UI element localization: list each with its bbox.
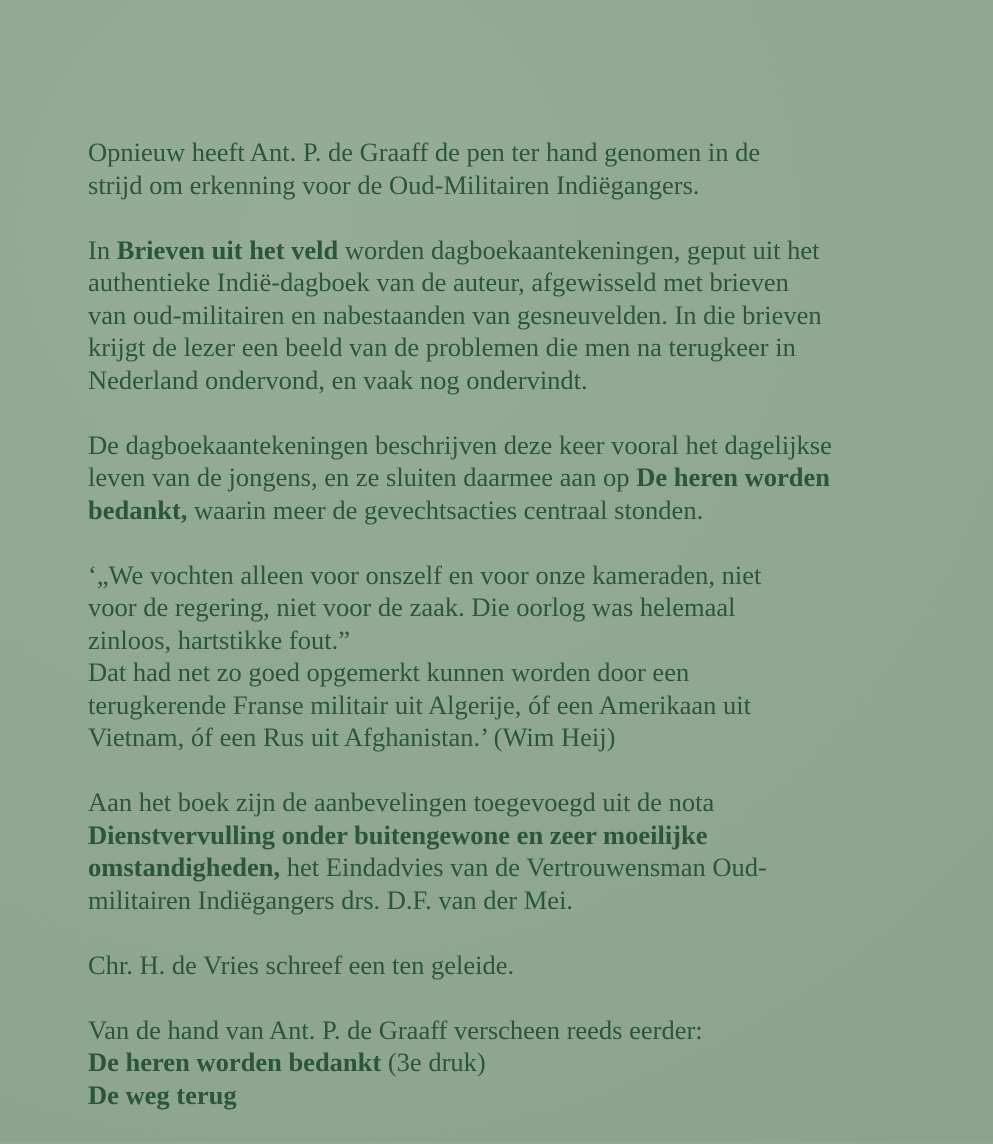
paragraph: [88, 429, 832, 527]
text-line: [88, 169, 832, 202]
text-line: [88, 461, 832, 494]
book-title-bold: Dienstvervulling onder buitengewone en zeer moeilijke: [88, 819, 708, 850]
text-line: [88, 689, 832, 722]
text-line: [88, 656, 832, 689]
text-line: [88, 1046, 832, 1079]
paragraph: [88, 234, 832, 397]
text-line: [88, 559, 832, 592]
paragraph: [88, 1014, 832, 1112]
text-segment: Vietnam, óf een Rus uit Afghanistan.’ (Wim Heij): [88, 722, 616, 752]
text-segment: authentieke Indië-dagboek van de auteur, afgewisseld met brieven: [88, 267, 789, 297]
text-segment: leven van de jongens, en ze sluiten daarmee aan op: [88, 462, 637, 492]
text-segment: krijgt de lezer een beeld van de problemen die men na terugkeer in: [88, 332, 796, 362]
text-segment: waarin meer de gevechtsacties centraal stonden.: [187, 494, 704, 525]
text-segment: Opnieuw heeft Ant. P. de Graaff de pen ter hand genomen in de: [88, 137, 761, 167]
book-title-bold: De weg terug: [88, 1079, 237, 1110]
text-line: [88, 331, 832, 364]
text-line: [88, 884, 832, 917]
text-segment: ‘„We vochten alleen voor onszelf en voor onze kameraden, niet: [88, 559, 762, 590]
book-title-bold: De heren worden: [636, 462, 831, 492]
book-title-bold: De heren worden bedankt: [88, 1047, 382, 1077]
text-line: [88, 786, 832, 819]
text-segment: voor de regering, niet voor de zaak. Die oorlog was helemaal: [88, 592, 736, 622]
text-line: [88, 1079, 832, 1112]
text-segment: De dagboekaantekeningen beschrijven deze keer vooral het dagelijkse: [88, 429, 832, 460]
text-segment: In: [88, 234, 117, 265]
text-segment: zinloos, hartstikke fout.”: [88, 624, 350, 655]
book-title-bold: omstandigheden,: [88, 852, 281, 882]
text-line: [88, 266, 832, 299]
text-line: [88, 949, 832, 982]
text-line: [88, 851, 832, 884]
text-segment: van oud-militairen en nabestaanden van gesneuvelden. In die brieven: [88, 299, 822, 330]
text-line: [88, 819, 832, 852]
text-line: [88, 234, 832, 267]
text-segment: militairen Indiëgangers drs. D.F. van der Mei.: [88, 884, 574, 915]
text-segment: Nederland ondervond, en vaak nog ondervindt.: [88, 364, 588, 395]
text-segment: Aan het boek zijn de aanbevelingen toegevoegd uit de nota: [88, 787, 715, 817]
text-line: [88, 364, 832, 397]
text-line: [88, 299, 832, 332]
book-title-bold: Brieven uit het veld: [116, 234, 339, 265]
text-line: [88, 429, 832, 462]
text-segment: Chr. H. de Vries schreef een ten geleide.: [88, 949, 515, 980]
paragraph: [88, 559, 832, 754]
text-segment: Dat had net zo goed opgemerkt kunnen worden door een: [88, 657, 690, 687]
paragraph: [88, 786, 832, 916]
text-segment: strijd om erkenning voor de Oud-Militairen Indiëgangers.: [88, 169, 700, 200]
text-segment: het Eindadvies van de Vertrouwensman Oud-: [280, 852, 767, 882]
paragraph: [88, 949, 832, 982]
text-line: [88, 494, 832, 527]
text-segment: terugkerende Franse militair uit Algerije, óf een Amerikaan uit: [88, 689, 752, 720]
text-line: [88, 1014, 832, 1047]
text-segment: Van de hand van Ant. P. de Graaff verscheen reeds eerder:: [88, 1014, 703, 1045]
text-segment: (3e druk): [381, 1047, 486, 1077]
back-cover-text: [88, 136, 832, 1144]
text-segment: worden dagboekaantekeningen, geput uit het: [338, 234, 820, 265]
text-line: [88, 591, 832, 624]
text-line: [88, 136, 832, 169]
paragraph: [88, 136, 832, 201]
book-title-bold: bedankt,: [88, 494, 188, 525]
text-line: [88, 624, 832, 657]
text-line: [88, 721, 832, 754]
